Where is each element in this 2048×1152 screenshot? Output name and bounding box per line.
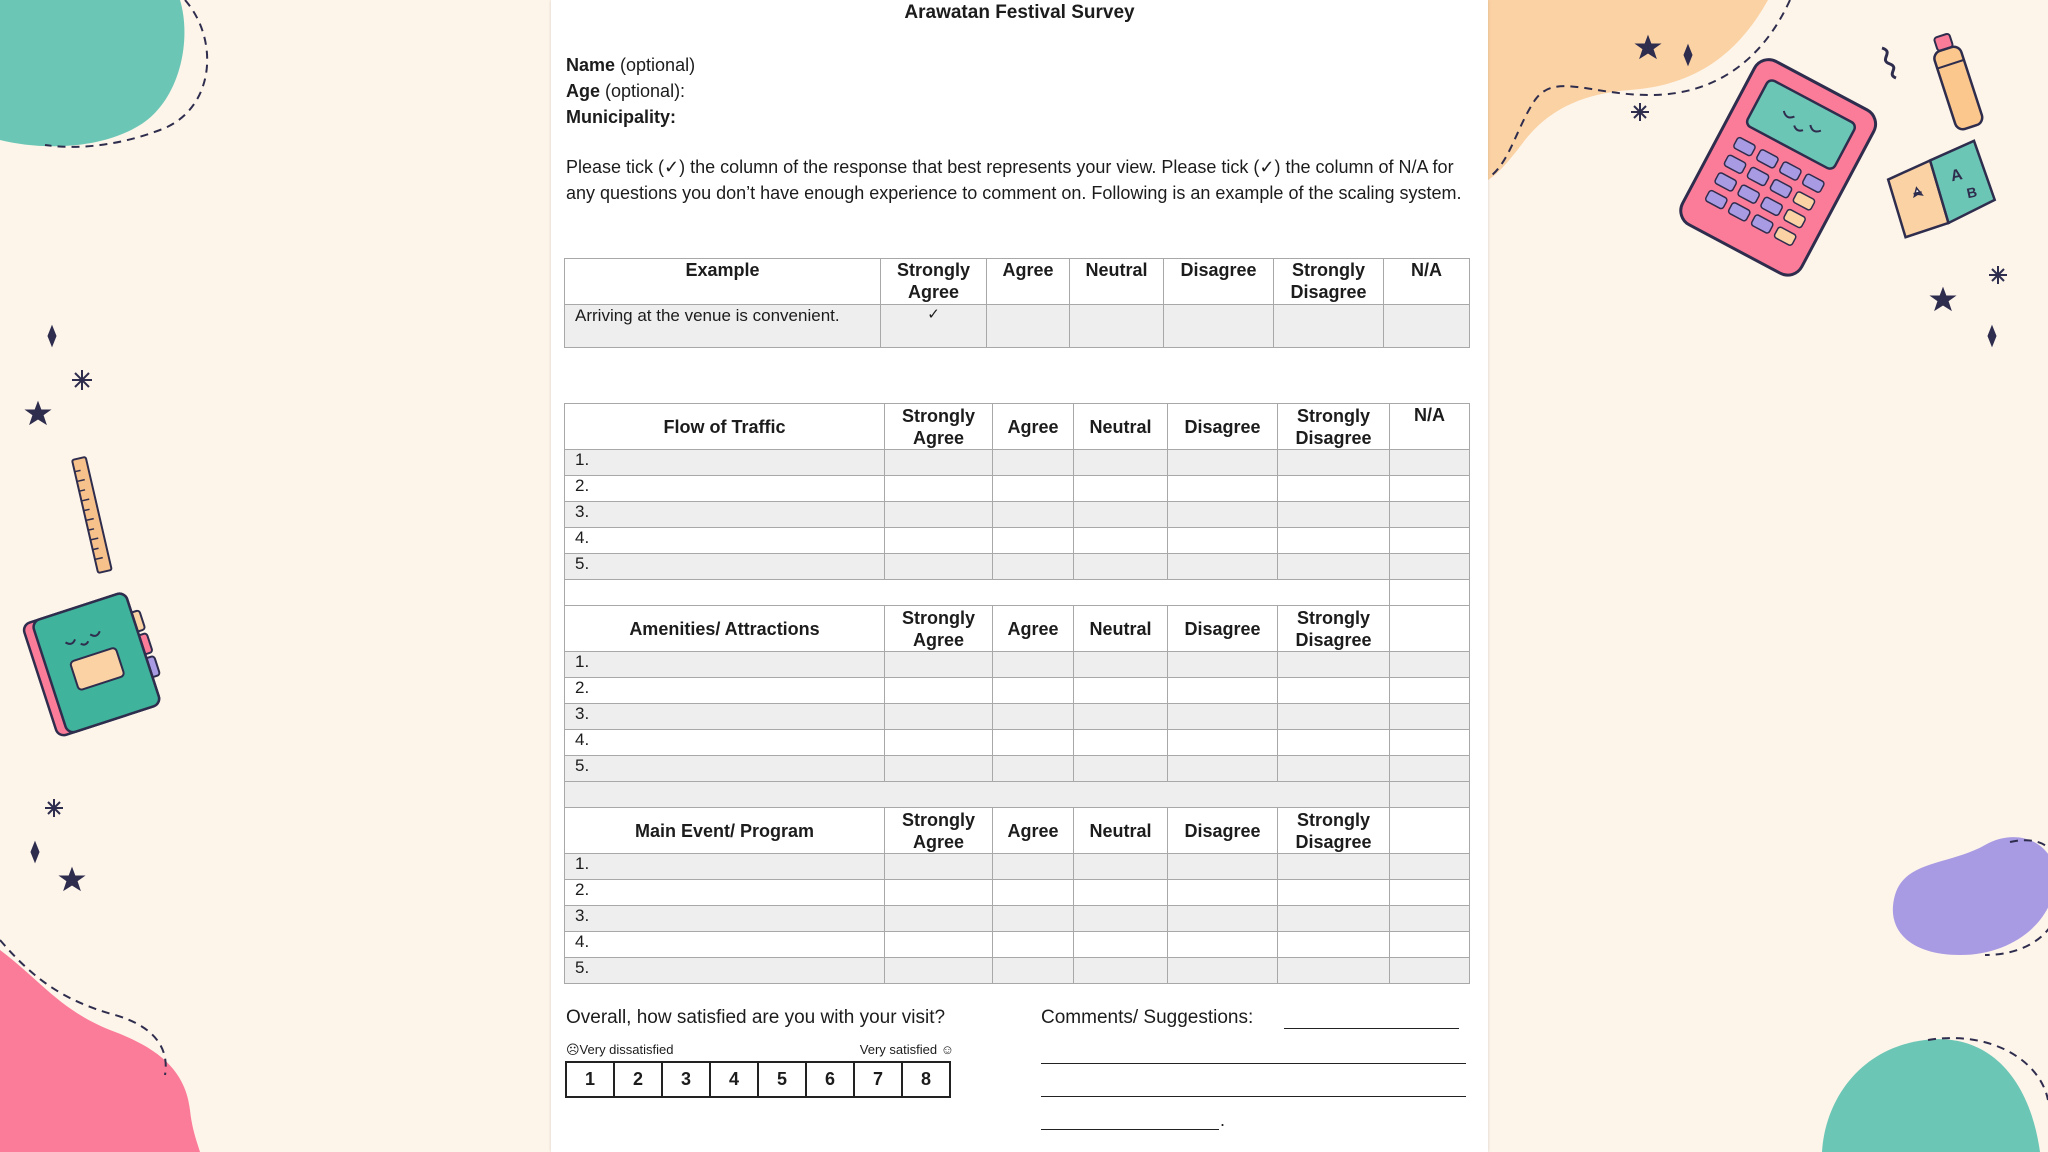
question-number: 2. [565,678,885,704]
answer-cell[interactable] [1074,652,1168,678]
scale-option-5[interactable]: 5 [759,1063,807,1096]
scale-option-2[interactable]: 2 [615,1063,663,1096]
section-amenities-attractions [565,606,1470,782]
column-header [1390,606,1470,652]
answer-cell[interactable] [1168,958,1278,984]
answer-cell[interactable] [1168,678,1278,704]
question-number: 5. [565,554,885,580]
answer-cell[interactable] [1168,704,1278,730]
question-number: 1. [565,854,885,880]
answer-cell[interactable] [885,704,993,730]
answer-cell[interactable] [1278,476,1390,502]
answer-cell[interactable] [1074,730,1168,756]
answer-cell[interactable] [1074,704,1168,730]
age-field[interactable] [566,78,695,104]
diamond-icon [1988,326,1996,346]
table-row [565,554,1470,580]
answer-cell[interactable] [993,906,1074,932]
answer-cell[interactable] [1390,730,1470,756]
question-number: 5. [565,756,885,782]
answer-cell[interactable] [1074,554,1168,580]
answer-cell[interactable] [1390,854,1470,880]
question-number: 4. [565,932,885,958]
squiggle-icon [1882,48,1896,78]
column-header: N/A [1390,404,1470,450]
answer-cell[interactable] [885,932,993,958]
answer-cell[interactable] [1168,528,1278,554]
answer-cell[interactable] [1278,958,1390,984]
answer-cell[interactable] [1274,305,1384,348]
answer-cell[interactable] [1390,450,1470,476]
survey-title: Arawatan Festival Survey [904,2,1135,23]
table-row [565,502,1470,528]
mint-blob-top-left [0,0,184,146]
answer-cell[interactable] [885,958,993,984]
respondent-fields [566,52,695,130]
col-agree: Agree [987,259,1070,305]
answer-cell[interactable] [1074,880,1168,906]
comments-end: . [1220,1110,1226,1130]
column-header: Disagree [1168,808,1278,854]
answer-cell[interactable] [1278,704,1390,730]
sparkle-icon [72,370,92,390]
scale-option-7[interactable]: 7 [855,1063,903,1096]
answer-cell[interactable] [987,305,1070,348]
comments-line[interactable] [1284,1005,1459,1029]
answer-cell[interactable] [993,880,1074,906]
question-number: 5. [565,958,885,984]
name-field[interactable] [566,52,695,78]
example-table [564,258,1470,348]
answer-cell[interactable] [1390,880,1470,906]
answer-cell[interactable] [885,450,993,476]
ruler-icon [72,457,112,573]
scale-labels [566,1042,954,1058]
answer-cell[interactable] [1074,906,1168,932]
column-header: Disagree [1168,404,1278,450]
calculator-icon [1675,54,1881,281]
answer-cell[interactable] [885,730,993,756]
table-row [565,854,1470,880]
section-spacer [565,782,1470,808]
column-header: Strongly Disagree [1278,404,1390,450]
col-strongly-agree: Strongly Agree [881,259,987,305]
answer-cell[interactable] [885,678,993,704]
answer-cell[interactable] [1074,476,1168,502]
answer-cell[interactable] [1390,554,1470,580]
answer-cell[interactable] [1168,476,1278,502]
answer-cell[interactable] [885,880,993,906]
answer-cell[interactable] [1168,652,1278,678]
answer-cell[interactable] [1390,652,1470,678]
example-tick-mark: ✓ [881,305,987,348]
column-header: Strongly Agree [885,808,993,854]
answer-cell[interactable] [1278,756,1390,782]
svg-text:A: A [1949,166,1965,186]
answer-cell[interactable] [993,528,1074,554]
answer-cell[interactable] [1278,502,1390,528]
column-header: Agree [993,808,1074,854]
comments-line[interactable] [1041,1040,1466,1064]
column-header: Strongly Disagree [1278,808,1390,854]
answer-cell[interactable] [1390,958,1470,984]
answer-cell[interactable] [885,528,993,554]
example-statement: Arriving at the venue is convenient. [565,305,881,348]
question-number: 1. [565,450,885,476]
table-row [565,528,1470,554]
answer-cell[interactable] [1168,502,1278,528]
answer-cell[interactable] [1278,854,1390,880]
answer-cell[interactable] [1168,756,1278,782]
column-header: Neutral [1074,404,1168,450]
table-row [565,476,1470,502]
answer-cell[interactable] [885,502,993,528]
answer-cell[interactable] [1278,906,1390,932]
answer-cell[interactable] [1164,305,1274,348]
table-row [565,678,1470,704]
scale-option-8[interactable]: 8 [920,1069,931,1089]
instructions-text: Please tick (✓) the column of the response that best represents your view. Please tick (✓) the column of N/A for any questions you don’t have enough experience to comment on. Following is an example of the scaling system. [566,157,1462,203]
sparkle-icon [1989,266,2007,284]
answer-cell[interactable] [1074,678,1168,704]
answer-cell[interactable] [885,756,993,782]
sparkle-icon [45,799,63,817]
comments-line[interactable] [1041,1073,1466,1097]
example-header: Example [565,259,881,305]
scale-option-3[interactable]: 3 [663,1063,711,1096]
column-header: Neutral [1074,606,1168,652]
scale-option-4[interactable]: 4 [711,1063,759,1096]
comments-line[interactable] [1041,1106,1219,1130]
column-header: Agree [993,606,1074,652]
sparkle-icon [1631,103,1649,121]
answer-cell[interactable] [1070,305,1164,348]
answer-cell[interactable] [1278,932,1390,958]
satisfaction-scale [565,1061,951,1098]
lavender-blob [1893,837,2048,955]
question-number: 3. [565,502,885,528]
answer-cell[interactable] [1278,450,1390,476]
age-hint: (optional): [600,81,686,101]
survey-page [551,0,1488,1152]
answer-cell[interactable] [1278,730,1390,756]
col-strongly-disagree: Strongly Disagree [1274,259,1384,305]
column-header: Neutral [1074,808,1168,854]
col-disagree: Disagree [1164,259,1274,305]
municipality-field[interactable] [566,104,695,130]
pink-blob-bottom-left [0,950,200,1152]
question-number: 1. [565,652,885,678]
answer-cell[interactable] [1168,880,1278,906]
star-icon [60,868,84,890]
answer-cell[interactable] [993,932,1074,958]
answer-cell[interactable] [1278,528,1390,554]
answer-cell[interactable] [993,652,1074,678]
answer-cell[interactable] [1278,678,1390,704]
star-icon [1931,288,1955,310]
scale-low-label: ☹Very dissatisfied [566,1042,674,1057]
answer-cell[interactable] [993,450,1074,476]
column-header: Strongly Agree [885,606,993,652]
answer-cell[interactable] [1384,305,1470,348]
answer-cell[interactable] [1074,528,1168,554]
answer-cell[interactable] [993,476,1074,502]
section-flow-of-traffic [565,404,1470,580]
scale-option-6[interactable]: 6 [807,1063,855,1096]
comments-label: Comments/ Suggestions: [1041,1007,1254,1028]
rating-table [564,403,1470,984]
section-main-event-program [565,808,1470,984]
table-row [565,880,1470,906]
diamond-icon [31,842,39,862]
municipality-label: Municipality: [566,107,677,127]
answer-cell[interactable] [885,652,993,678]
answer-cell[interactable] [885,854,993,880]
answer-cell[interactable] [885,476,993,502]
answer-cell[interactable] [993,756,1074,782]
answer-cell[interactable] [1168,906,1278,932]
answer-cell[interactable] [1168,932,1278,958]
table-row [565,958,1470,984]
answer-cell[interactable] [993,678,1074,704]
table-row [565,906,1470,932]
answer-cell[interactable] [1278,652,1390,678]
age-label: Age [566,81,601,101]
question-number: 3. [565,704,885,730]
section-spacer [565,580,1470,606]
answer-cell[interactable] [1074,756,1168,782]
answer-cell[interactable] [1278,880,1390,906]
section-title: Amenities/ Attractions [565,606,885,652]
answer-cell[interactable] [1390,906,1470,932]
mint-blob-bottom-right [1822,1039,2040,1152]
scale-option-1[interactable]: 1 [567,1063,615,1096]
answer-cell[interactable] [993,502,1074,528]
answer-cell[interactable] [1168,854,1278,880]
diamond-icon [48,326,56,346]
section-title: Flow of Traffic [565,404,885,450]
column-header: Agree [993,404,1074,450]
notebook-icon [22,589,169,737]
answer-cell[interactable] [1390,756,1470,782]
column-header [1390,808,1470,854]
table-row [565,652,1470,678]
answer-cell[interactable] [1390,476,1470,502]
answer-cell[interactable] [1074,450,1168,476]
answer-cell[interactable] [1074,958,1168,984]
question-number: 2. [565,476,885,502]
answer-cell[interactable] [1074,932,1168,958]
name-label: Name [566,55,616,75]
answer-cell[interactable] [1168,730,1278,756]
answer-cell[interactable] [1074,854,1168,880]
answer-cell[interactable] [1390,932,1470,958]
svg-text:B: B [1965,183,1979,202]
question-number: 2. [565,880,885,906]
open-book-icon [1884,139,1998,238]
answer-cell[interactable] [885,906,993,932]
answer-cell[interactable] [1390,502,1470,528]
col-na: N/A [1384,259,1470,305]
answer-cell[interactable] [993,704,1074,730]
scale-high-label: Very satisfied ☺ [859,1042,954,1057]
answer-cell[interactable] [885,554,993,580]
table-row [565,756,1470,782]
water-bottle-icon [1928,31,1984,131]
name-hint: (optional) [615,55,696,75]
question-number: 4. [565,730,885,756]
answer-cell[interactable] [993,554,1074,580]
section-title: Main Event/ Program [565,808,885,854]
col-neutral: Neutral [1070,259,1164,305]
answer-cell[interactable] [993,958,1074,984]
answer-cell[interactable] [1168,554,1278,580]
answer-cell[interactable] [1278,554,1390,580]
table-row [565,450,1470,476]
answer-cell[interactable] [1074,502,1168,528]
answer-cell[interactable] [1168,450,1278,476]
column-header: Strongly Agree [885,404,993,450]
question-number: 4. [565,528,885,554]
column-header: Strongly Disagree [1278,606,1390,652]
table-row [565,932,1470,958]
answer-cell[interactable] [993,730,1074,756]
answer-cell[interactable] [993,854,1074,880]
overall-question: Overall, how satisfied are you with your visit? [566,1007,946,1028]
column-header: Disagree [1168,606,1278,652]
answer-cell[interactable] [1390,528,1470,554]
answer-cell[interactable] [1390,704,1470,730]
question-number: 3. [565,906,885,932]
answer-cell[interactable] [1390,678,1470,704]
table-row [565,704,1470,730]
star-icon [26,402,50,424]
table-row [565,730,1470,756]
